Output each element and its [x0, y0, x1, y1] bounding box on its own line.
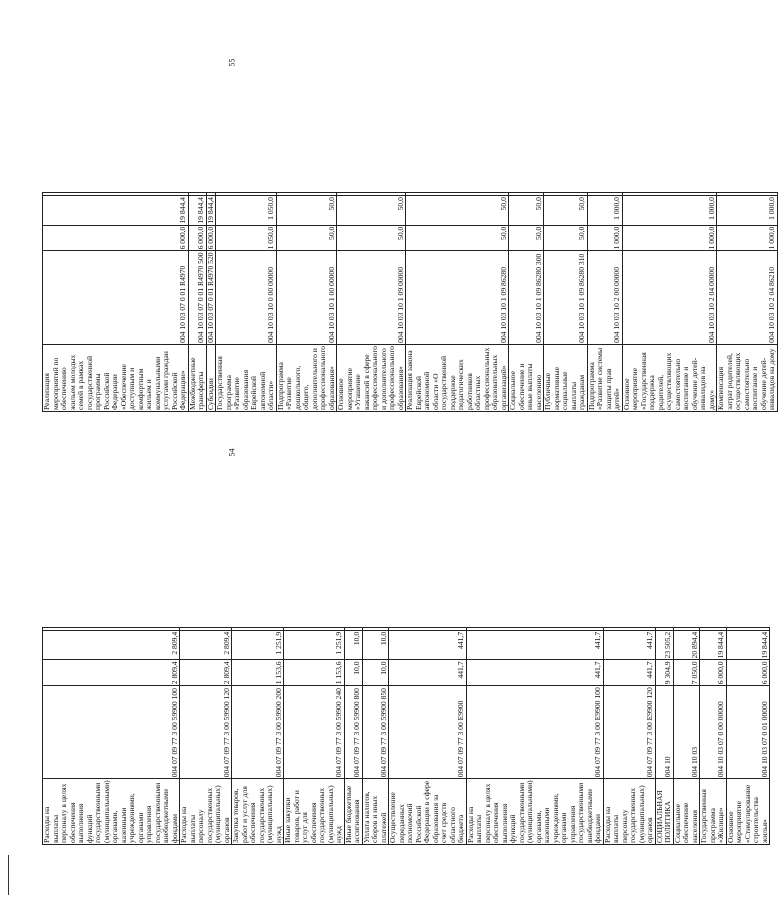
row-code: 004 10 03 07 0 01 R4970 500 [188, 251, 206, 345]
row-value-1: 9 304,9 [655, 660, 673, 686]
row-blank [406, 193, 509, 196]
row-code: 004 10 03 07 0 00 00000 [700, 686, 727, 779]
row-blank [655, 627, 673, 630]
row-code: 004 10 03 10 1 09 86280 300 [509, 251, 544, 345]
row-value-2: 50,0 [337, 196, 406, 226]
table-row [180, 627, 232, 844]
row-value-2: 1 000,0 [622, 196, 717, 226]
table-row [622, 193, 717, 412]
row-value-1: 1 050,0 [216, 225, 277, 251]
row-blank [673, 627, 700, 630]
row-code: 004 10 03 10 1 09 00000 [337, 251, 406, 345]
row-value-2: 2 809,4 [180, 630, 232, 660]
row-value-1: 6 000,0 [43, 225, 189, 251]
row-blank [43, 193, 189, 196]
row-description: Социальное обеспечение и иные выплаты населению [509, 344, 544, 411]
row-value-1: 7 050,0 [673, 660, 700, 686]
row-code: 004 07 09 77 3 00 Е9900 [389, 686, 467, 779]
row-description: Расходы на выплаты персоналу государственных (муниципальных) органов [180, 779, 232, 845]
row-code: 004 07 09 77 3 00 Е9900 120 [603, 686, 655, 779]
row-description: Расходы на выплаты персоналу в целях обеспечения выполнения функций государственными (муниципальными) органами, казенными учреждениями, органами управления государственными внебюджетными фондами [465, 780, 602, 843]
row-code: 004 07 09 77 3 00 59900 800 [344, 686, 362, 779]
row-value-2: 19 844,4 [700, 630, 727, 660]
page-number-right: 55 [227, 58, 237, 67]
row-description: Государственная программа «Жилище» [700, 779, 727, 845]
row-value-1: 441,7 [466, 660, 603, 686]
row-code: 004 10 03 10 1 09 86280 310 [544, 251, 588, 345]
row-value-1: 441,7 [603, 660, 655, 686]
row-description: Иные закупки товаров, работ и услуг для обеспечения государственных (муниципальных) нужд [284, 779, 345, 845]
row-code: 004 10 03 07 0 01 00000 [726, 686, 770, 779]
row-value-1: 2 809,4 [43, 660, 180, 686]
table-row [344, 627, 362, 844]
table-row [544, 193, 588, 412]
row-blank [466, 627, 603, 630]
row-blank [362, 627, 389, 630]
table-row [43, 193, 189, 412]
row-value-1: 6 000,0 [700, 660, 727, 686]
row-value-2: 20 894,4 [673, 630, 700, 660]
row-value-2: 19 844,4 [43, 196, 189, 226]
row-value-1: 1 000,0 [717, 225, 778, 251]
row-code: 004 07 09 77 3 00 59900 120 [180, 686, 232, 779]
table-row [232, 627, 284, 844]
row-description: Социальное обеспечение населения [673, 779, 700, 845]
row-code: 004 10 03 07 0 01 R4970 520 [205, 252, 215, 343]
row-blank [726, 627, 770, 630]
row-code: 004 07 09 77 3 00 59900 100 [43, 686, 180, 779]
table-row [389, 627, 467, 844]
row-value-2: 1 050,0 [216, 196, 277, 226]
row-description: Расходы на выплаты персоналу государственных (муниципальных) органов [603, 779, 655, 845]
row-blank [216, 193, 277, 196]
row-value-1: 50,0 [276, 225, 337, 251]
row-value-2: 19 844,4 [205, 197, 215, 224]
row-blank [43, 627, 180, 630]
table-row [717, 193, 778, 412]
row-value-2: 50,0 [406, 196, 509, 226]
row-value-1: 1 000,0 [587, 225, 622, 251]
table-row [406, 193, 509, 412]
row-value-1: 50,0 [337, 225, 406, 251]
row-blank [232, 627, 284, 630]
row-description: Основное мероприятие «Угашение вакансий в сфере профессионального и дополнительного профессионального образования» [336, 345, 405, 410]
row-code: 004 07 09 77 3 00 59900 850 [362, 686, 389, 779]
row-value-1: 6 000,0 [188, 225, 206, 251]
budget-table-right [42, 192, 778, 412]
table-row [603, 627, 655, 844]
row-value-1: 6 000,0 [205, 226, 215, 250]
table-row [700, 627, 727, 844]
row-code: 004 07 09 77 3 00 59900 200 [232, 686, 284, 779]
row-description: Основное мероприятие «Стимулирование строительства жилья» [726, 779, 770, 845]
row-blank [603, 627, 655, 630]
table-row [276, 193, 337, 412]
row-description: Государственная программа «Развитие образования Еврейской автономной области» [216, 344, 277, 411]
row-value-2: 10,0 [362, 630, 389, 660]
row-value-2: 23 505,2 [655, 630, 673, 660]
row-description: Закупка товаров, работ и услуг для обеспечения государственных (муниципальных) нужд [232, 779, 284, 845]
row-blank [188, 193, 206, 196]
row-description: Компенсация затрат родителей, осуществляющих самостоятельно воспитание и обучение детей-инвалидов на дому [717, 344, 778, 411]
row-description: Публичные нормативные социальные выплаты гражданам [544, 344, 588, 411]
row-value-1: 1 000,0 [622, 225, 717, 251]
row-code: 004 07 09 77 3 00 59900 240 [284, 686, 345, 779]
row-code: 004 10 [655, 686, 673, 779]
row-description: Расходы на выплаты персоналу в целях обеспечения выполнения функций государственными (муниципальными) органами, казенными учреждениями, органами управления государственными внебюджетными фондами [42, 780, 179, 843]
table-row [587, 193, 622, 412]
row-value-1: 1 153,6 [284, 660, 345, 686]
row-value-2: 1 000,0 [587, 196, 622, 226]
row-value-2: 19 844,4 [188, 196, 206, 226]
row-value-2: 50,0 [509, 196, 544, 226]
row-value-2: 50,0 [276, 196, 337, 226]
row-code: 004 10 03 [673, 686, 700, 779]
row-blank [587, 193, 622, 196]
row-blank [276, 193, 337, 196]
row-value-1: 441,7 [389, 660, 467, 686]
row-value-1: 50,0 [509, 225, 544, 251]
row-description: Основное мероприятие «Государственная поддержка родителей, осуществляющих самостоятельно воспитание и обучение детей-инвалидов на дому» [622, 344, 717, 411]
table-row [362, 627, 389, 844]
row-description: Подпрограмма «Развитие системы защиты прав детей» [587, 344, 622, 411]
row-description: Субсидии [206, 344, 216, 411]
row-blank [284, 627, 345, 630]
row-value-2: 10,0 [344, 630, 362, 660]
row-code: 004 10 03 10 2 04 00000 [622, 251, 717, 345]
row-code: 004 07 09 77 3 00 Е9900 100 [466, 686, 603, 779]
row-blank [544, 193, 588, 196]
row-blank [717, 193, 778, 196]
row-code: 004 10 03 07 0 01 R4970 [43, 251, 189, 345]
row-blank [509, 193, 544, 196]
row-blank [700, 627, 727, 630]
row-description: СОЦИАЛЬНАЯ ПОЛИТИКА [655, 779, 673, 845]
table-row [466, 627, 603, 844]
row-blank [206, 193, 216, 196]
row-blank [337, 193, 406, 196]
row-description: Межбюджетные трансферты [188, 344, 206, 411]
row-value-2: 2 809,4 [43, 630, 180, 660]
row-code: 004 10 03 10 1 09 86280 [406, 251, 509, 345]
row-value-1: 2 809,4 [180, 660, 232, 686]
row-blank [180, 627, 232, 630]
row-description: Реализация закона Еврейской автономной области «О государственной поддержке педагогических работников областных профессиональных образовательных организаций» [406, 344, 509, 411]
row-description: Реализация мероприятий по обеспечению жильем молодых семей в рамках государственной программы Российской Федерации «Обеспечение доступным и комфортным жильем и коммунальными услугами граждан Российской Федерации» [43, 344, 189, 411]
row-value-2: 19 844,4 [726, 630, 770, 660]
table-row [188, 193, 206, 412]
row-description: Уплата налогов, сборов и иных платежей [362, 779, 389, 845]
row-blank [622, 193, 717, 196]
row-value-2: 50,0 [544, 196, 588, 226]
row-code: 004 10 03 10 1 00 00000 [276, 251, 337, 345]
row-value-2: 441,7 [466, 630, 603, 660]
budget-table-left [42, 627, 770, 845]
page-number-left: 54 [227, 448, 237, 457]
row-value-1: 10,0 [344, 660, 362, 686]
table-row [726, 627, 770, 844]
row-blank [344, 627, 362, 630]
row-description: Иные бюджетные ассигнования [344, 779, 362, 845]
row-description: Осуществление переданных полномочий Российской Федерации в сфере образования за счет средств областного бюджета [389, 779, 467, 845]
table-row [337, 193, 406, 412]
table-row [216, 193, 277, 412]
row-value-2: 1 251,9 [284, 630, 345, 660]
row-blank [389, 627, 467, 630]
row-value-1: 1 153,6 [232, 660, 284, 686]
row-value-2: 1 000,0 [717, 196, 778, 226]
table-row [509, 193, 544, 412]
table-row [284, 627, 345, 844]
row-value-2: 1 251,9 [232, 630, 284, 660]
table-row [673, 627, 700, 844]
row-code: 004 10 03 10 2 04 86210 [717, 251, 778, 345]
margin-mark [8, 855, 9, 895]
table-row [655, 627, 673, 844]
row-value-1: 6 000,0 [726, 660, 770, 686]
row-description: Подпрограмма «Развитие дошкольного, общего, дополнительного и профессионального образования» [275, 345, 336, 410]
row-code: 004 10 03 10 0 00 00000 [216, 251, 277, 345]
row-value-1: 50,0 [406, 225, 509, 251]
row-value-2: 441,7 [389, 630, 467, 660]
row-value-1: 10,0 [362, 660, 389, 686]
table-row [43, 627, 180, 844]
row-code: 004 10 03 10 2 00 00000 [587, 251, 622, 345]
row-value-2: 441,7 [603, 630, 655, 660]
row-value-1: 50,0 [544, 225, 588, 251]
